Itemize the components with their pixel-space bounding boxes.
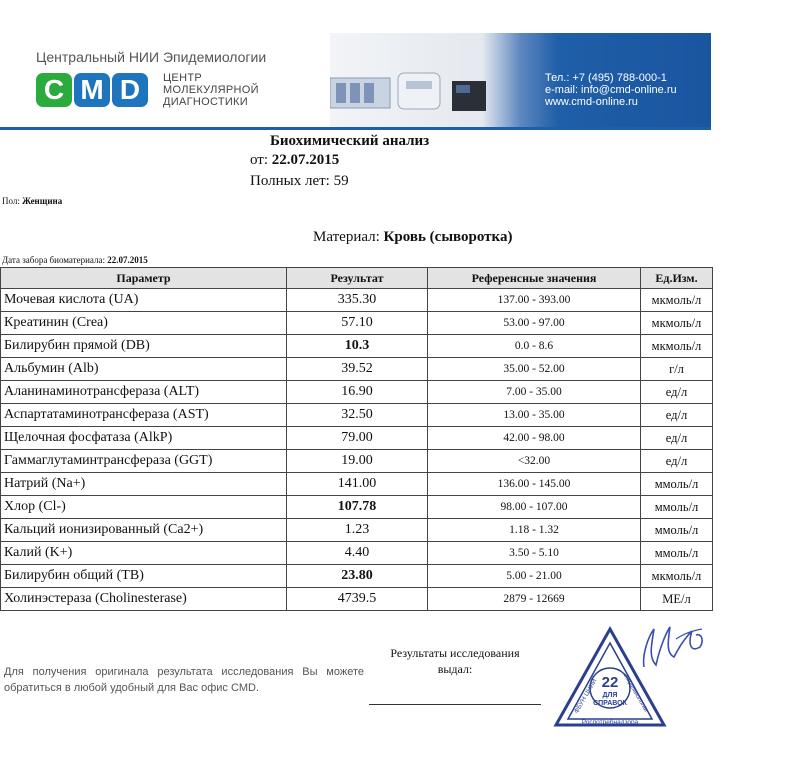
cell-unit: мкмоль/л — [641, 565, 713, 588]
cell-param: Холинэстераза (Cholinesterase) — [1, 588, 287, 611]
sex-value: Женщина — [22, 196, 63, 206]
document-title: Биохимический анализ — [270, 133, 430, 149]
table-row — [1, 450, 713, 473]
contact-block — [545, 72, 677, 108]
cell-reference: 1.18 - 1.32 — [428, 519, 641, 542]
age-label: Полных лет: — [250, 173, 330, 189]
table-row — [1, 427, 713, 450]
date-label: от: — [250, 152, 269, 168]
cell-result: 32.50 — [287, 404, 428, 427]
cell-unit: мкмоль/л — [641, 289, 713, 312]
cell-reference: 35.00 - 52.00 — [428, 358, 641, 381]
cell-param: Креатинин (Crea) — [1, 312, 287, 335]
logo-subtitle — [163, 72, 259, 108]
table-row — [1, 335, 713, 358]
stamp-left-text: ФБУН ЦНИИ — [573, 677, 599, 715]
signature-icon — [630, 617, 710, 677]
table-row — [1, 473, 713, 496]
cell-param: Калий (K+) — [1, 542, 287, 565]
table-header-row — [1, 268, 713, 289]
table-row — [1, 404, 713, 427]
website-link[interactable]: www.cmd-online.ru — [545, 96, 638, 108]
cell-unit: ммоль/л — [641, 496, 713, 519]
stamp-line: ДЛЯ — [602, 692, 618, 699]
cell-result: 335.30 — [287, 289, 428, 312]
cell-param: Билирубин общий (TB) — [1, 565, 287, 588]
analysis-date — [250, 152, 339, 169]
cell-reference: 137.00 - 393.00 — [428, 289, 641, 312]
collection-value: 22.07.2015 — [107, 255, 148, 265]
institute-name: Центральный НИИ Эпидемиологии — [36, 49, 267, 65]
logo-sub-line: ДИАГНОСТИКИ — [163, 96, 248, 108]
cell-param: Хлор (Cl-) — [1, 496, 287, 519]
issued-by-label: Результаты исследования выдал: — [390, 646, 520, 676]
cell-result: 79.00 — [287, 427, 428, 450]
cell-param: Гаммаглутаминтрансфераза (GGT) — [1, 450, 287, 473]
table-row — [1, 381, 713, 404]
cell-result: 23.80 — [287, 565, 428, 588]
cell-unit: ммоль/л — [641, 473, 713, 496]
cell-reference: 53.00 - 97.00 — [428, 312, 641, 335]
material-value: Кровь (сыворотка) — [383, 229, 513, 245]
cell-param: Аланинаминотрансфераза (ALT) — [1, 381, 287, 404]
cell-reference: 0.0 - 8.6 — [428, 335, 641, 358]
header-unit: Ед.Изм. — [641, 268, 713, 289]
cell-reference: <32.00 — [428, 450, 641, 473]
cell-reference: 2879 - 12669 — [428, 588, 641, 611]
date-value: 22.07.2015 — [271, 152, 340, 168]
cmd-logo — [36, 73, 148, 107]
header-divider — [0, 127, 711, 130]
collection-date — [2, 255, 148, 265]
table-row — [1, 289, 713, 312]
cell-param: Мочевая кислота (UA) — [1, 289, 287, 312]
cell-unit: ед/л — [641, 381, 713, 404]
table-row — [1, 358, 713, 381]
table-row — [1, 312, 713, 335]
cell-param: Аспартатаминотрансфераза (AST) — [1, 404, 287, 427]
collection-label: Дата забора биоматериала: — [2, 255, 105, 265]
header-param: Параметр — [1, 268, 287, 289]
cell-reference: 3.50 - 5.10 — [428, 542, 641, 565]
results-table — [0, 267, 713, 611]
phone-text: Тел.: +7 (495) 788-000-1 — [545, 72, 667, 84]
patient-sex — [2, 196, 62, 206]
cell-unit: МЕ/л — [641, 588, 713, 611]
stamp-right-text: Эпидемиологии — [621, 671, 649, 714]
cell-reference: 5.00 - 21.00 — [428, 565, 641, 588]
cell-reference: 98.00 - 107.00 — [428, 496, 641, 519]
material-label: Материал: — [313, 229, 380, 245]
logo-sub-line: ЦЕНТР — [163, 72, 202, 84]
cell-result: 39.52 — [287, 358, 428, 381]
material-line — [313, 229, 512, 246]
cell-result: 16.90 — [287, 381, 428, 404]
stamp-line: СПРАВОК — [593, 700, 627, 707]
cell-result: 141.00 — [287, 473, 428, 496]
cell-reference: 136.00 - 145.00 — [428, 473, 641, 496]
table-row — [1, 565, 713, 588]
cell-result: 19.00 — [287, 450, 428, 473]
logo-letter-c: C — [36, 73, 72, 107]
table-row — [1, 542, 713, 565]
table-row — [1, 496, 713, 519]
stamp-bottom-text: Роспотребнадзора — [581, 719, 639, 726]
footer-note: Для получения оригинала результата исследования Вы можете обратиться в любой удобный для Вас офис CMD. — [4, 666, 364, 694]
cell-result: 1.23 — [287, 519, 428, 542]
cell-reference: 42.00 - 98.00 — [428, 427, 641, 450]
cell-result: 4739.5 — [287, 588, 428, 611]
table-row — [1, 588, 713, 611]
table-row — [1, 519, 713, 542]
cell-reference: 13.00 - 35.00 — [428, 404, 641, 427]
patient-age — [250, 173, 349, 190]
cell-unit: ед/л — [641, 450, 713, 473]
cell-param: Билирубин прямой (DB) — [1, 335, 287, 358]
cell-param: Кальций ионизированный (Ca2+) — [1, 519, 287, 542]
stamp-number: 22 — [601, 674, 619, 691]
cell-unit: г/л — [641, 358, 713, 381]
sex-label: Пол: — [2, 196, 20, 206]
cell-result: 107.78 — [287, 496, 428, 519]
cell-unit: мкмоль/л — [641, 335, 713, 358]
cell-result: 57.10 — [287, 312, 428, 335]
email-link[interactable]: e-mail: info@cmd-online.ru — [545, 84, 677, 96]
logo-letter-m: M — [74, 73, 110, 107]
cell-unit: ммоль/л — [641, 519, 713, 542]
cell-param: Щелочная фосфатаза (AlkP) — [1, 427, 287, 450]
cell-param: Альбумин (Alb) — [1, 358, 287, 381]
cell-result: 10.3 — [287, 335, 428, 358]
logo-letter-d: D — [112, 73, 148, 107]
header-reference: Референсные значения — [428, 268, 641, 289]
cell-result: 4.40 — [287, 542, 428, 565]
logo-sub-line: МОЛЕКУЛЯРНОЙ — [163, 84, 259, 96]
cell-unit: ммоль/л — [641, 542, 713, 565]
cell-unit: ед/л — [641, 427, 713, 450]
header-result: Результат — [287, 268, 428, 289]
age-value: 59 — [333, 173, 349, 189]
cell-unit: мкмоль/л — [641, 312, 713, 335]
cell-reference: 7.00 - 35.00 — [428, 381, 641, 404]
cell-unit: ед/л — [641, 404, 713, 427]
signature-line — [369, 704, 541, 705]
cell-param: Натрий (Na+) — [1, 473, 287, 496]
